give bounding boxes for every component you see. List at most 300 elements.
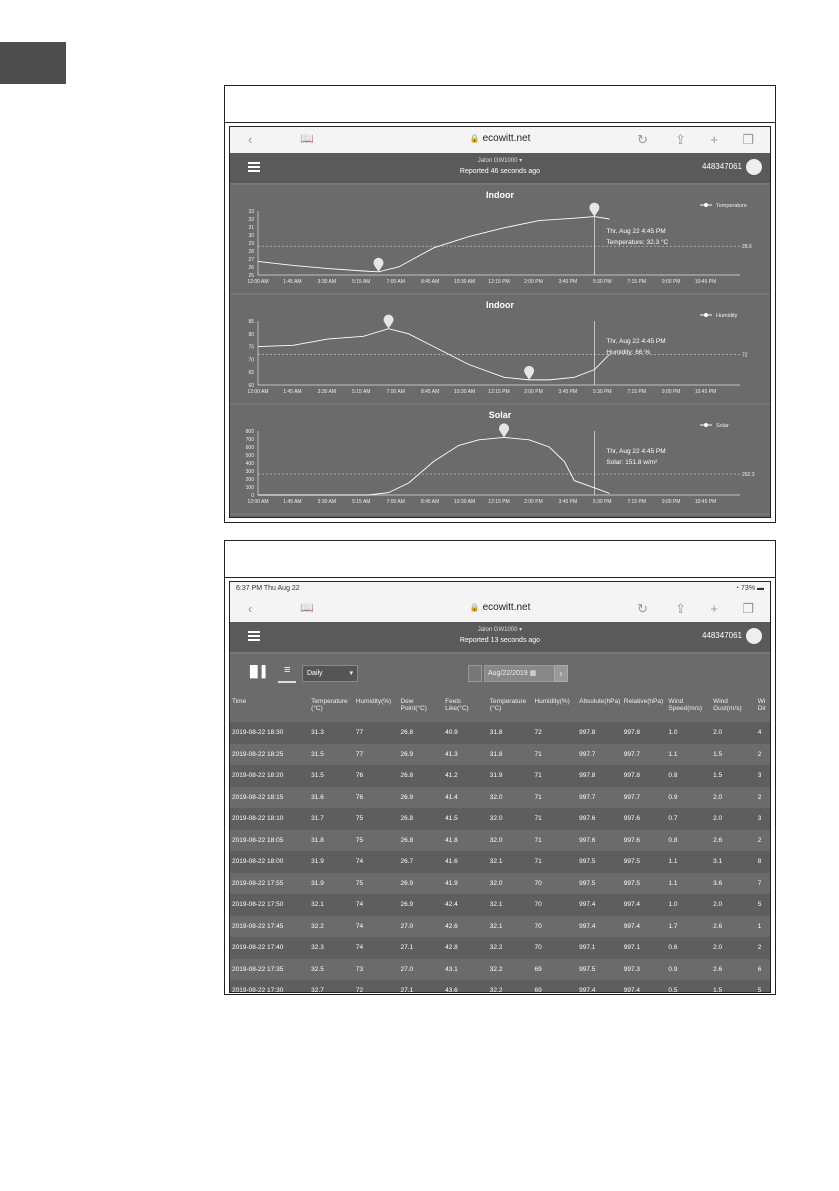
table-row [230, 765, 770, 787]
x-tick-label: 12:00 AM [247, 279, 269, 285]
top-frame [224, 85, 776, 523]
column-header[interactable]: Humidity(%) [355, 698, 392, 705]
x-tick-label: 5:30 PM [592, 389, 612, 395]
table-cell: 2019-08-22 18:10 [232, 815, 284, 823]
table-row [230, 873, 770, 895]
column-header[interactable]: Wi Dir [757, 698, 767, 712]
x-tick-label: 1:45 AM [283, 279, 302, 285]
table-cell: 997.6 [623, 815, 641, 823]
tabs-icon[interactable]: ❐ [742, 132, 754, 147]
table-cell: 2.0 [713, 815, 723, 823]
app-header-2 [230, 622, 770, 654]
date-input[interactable]: Aug/22/2019 ▦ [484, 665, 555, 682]
table-cell: 997.8 [579, 772, 596, 780]
y-tick-label: 30 [248, 233, 254, 239]
series-line [258, 217, 609, 272]
table-cell: 2019-08-22 17:30 [232, 987, 284, 993]
table-cell: 2019-08-22 17:40 [232, 944, 284, 952]
table-cell: 32.0 [489, 836, 503, 844]
x-tick-label: 12:15 PM [488, 279, 510, 285]
column-header[interactable]: Absolute(hPa) [579, 698, 621, 705]
table-row [230, 894, 770, 916]
x-tick-label: 2:00 PM [524, 389, 543, 395]
x-tick-label: 10:30 AM [454, 279, 476, 285]
table-cell: 8 [757, 858, 762, 866]
table-cell: 26.7 [400, 858, 414, 866]
table-row [230, 937, 770, 959]
table-cell: 997.4 [579, 922, 596, 930]
table-cell: 2.6 [713, 836, 723, 844]
x-tick-label: 7:15 PM [627, 389, 647, 395]
table-cell: 2019-08-22 17:45 [232, 922, 284, 930]
table-cell: 42.4 [445, 901, 458, 909]
back-icon[interactable]: ‹ [248, 601, 253, 616]
max-pin-icon[interactable] [384, 315, 394, 329]
x-tick-label: 12:15 PM [488, 499, 510, 505]
table-cell: 32.3 [311, 944, 324, 952]
legend-label[interactable]: Solar [716, 423, 729, 429]
max-pin-icon[interactable] [589, 203, 599, 217]
data-table [230, 696, 770, 993]
chevron-down-icon: ▾ [349, 670, 353, 677]
table-cell: 1.7 [668, 922, 678, 930]
table-cell: 3 [757, 772, 762, 780]
average-label: 28.6 [742, 244, 752, 251]
table-cell: 5 [757, 987, 762, 993]
table-cell: 26.8 [400, 815, 414, 823]
table-cell: 32.0 [489, 879, 503, 887]
table-cell: 31.3 [311, 729, 324, 737]
table-cell: 997.4 [579, 901, 596, 909]
table-cell: 997.4 [623, 922, 641, 930]
table-cell: 2.6 [713, 965, 723, 973]
table-cell: 1 [757, 922, 762, 930]
list-view-icon[interactable]: ≡ [278, 664, 296, 683]
x-tick-label: 8:45 AM [420, 499, 440, 505]
table-cell: 6 [757, 965, 762, 973]
x-tick-label: 10:45 PM [694, 389, 717, 395]
table-cell: 0.8 [668, 836, 678, 844]
corner-tab [0, 42, 66, 84]
table-cell: 2 [757, 750, 762, 758]
x-tick-label: 3:45 PM [558, 279, 578, 285]
x-tick-label: 7:00 AM [386, 389, 405, 395]
x-tick-label: 7:00 AM [386, 279, 405, 285]
table-cell: 997.1 [623, 944, 641, 952]
table-cell: 73 [355, 965, 364, 973]
table-cell: 32.1 [311, 901, 324, 909]
table-cell: 32.1 [489, 901, 503, 909]
table-cell: 997.6 [579, 836, 596, 844]
table-cell: 1.1 [668, 858, 678, 866]
table-row [230, 980, 770, 993]
y-tick-label: 27 [248, 257, 254, 263]
table-cell: 997.3 [623, 965, 641, 973]
table-body [230, 722, 770, 993]
chart-svg [230, 405, 770, 513]
browser-toolbar [230, 127, 770, 153]
x-tick-label: 3:30 AM [317, 389, 337, 395]
graph-view-icon[interactable]: ▐▌▌ [246, 666, 270, 678]
x-tick-label: 12:15 PM [488, 389, 510, 395]
table-cell: 27.1 [400, 944, 414, 952]
y-tick-label: 60 [248, 383, 254, 389]
tooltip-line2: Temperature: 32.3 °C [606, 239, 669, 246]
chart-2 [230, 405, 770, 515]
x-tick-label: 7:00 AM [386, 499, 405, 505]
y-tick-label: 70 [248, 357, 254, 364]
series-line [258, 437, 609, 495]
avatar[interactable] [746, 628, 762, 644]
table-row [230, 916, 770, 938]
y-tick-label: 200 [245, 477, 254, 483]
table-cell: 70 [534, 879, 542, 887]
y-tick-label: 100 [245, 485, 254, 491]
table-cell: 31.5 [311, 750, 324, 758]
table-cell: 71 [534, 772, 542, 780]
url-bar[interactable] [230, 602, 770, 613]
chart-0 [230, 185, 770, 295]
table-cell: 997.8 [579, 729, 596, 737]
table-cell: 0.9 [668, 793, 678, 801]
table-cell: 69 [534, 965, 542, 973]
table-cell: 3.1 [713, 858, 723, 866]
table-cell: 27.0 [400, 965, 414, 973]
new-tab-icon[interactable]: + [710, 601, 718, 616]
table-cell: 1.0 [668, 901, 678, 909]
table-cell: 2019-08-22 18:30 [232, 729, 284, 737]
bottom-caption-bar [225, 541, 775, 578]
table-cell: 31.9 [489, 772, 503, 780]
min-pin-icon[interactable] [374, 258, 384, 272]
column-header[interactable]: Feels Like(°C) [445, 698, 469, 712]
table-cell: 71 [534, 815, 542, 823]
x-tick-label: 5:30 PM [592, 279, 612, 285]
table-cell: 2 [757, 793, 762, 801]
column-header[interactable]: Humidity(%) [534, 698, 570, 705]
account-id: 448347061 [701, 631, 742, 640]
table-cell: 32.2 [311, 922, 324, 930]
table-cell: 71 [534, 836, 542, 844]
reload-icon[interactable]: ↻ [637, 132, 648, 147]
table-cell: 997.1 [579, 944, 596, 952]
table-cell: 31.8 [311, 836, 324, 844]
table-cell: 2.0 [713, 901, 723, 909]
table-cell: 43.1 [445, 965, 458, 973]
table-cell: 997.4 [579, 987, 596, 993]
table-cell: 32.7 [311, 987, 324, 993]
y-tick-label: 600 [245, 445, 254, 451]
table-cell: 40.9 [445, 729, 458, 737]
table-cell: 75 [355, 815, 364, 823]
account-id: 448347061 [701, 162, 742, 171]
table-cell: 74 [355, 922, 364, 930]
share-icon[interactable]: ⇪ [675, 601, 686, 616]
table-cell: 31.6 [311, 793, 324, 801]
chart-1 [230, 295, 770, 405]
legend-label[interactable]: Humidity [716, 313, 738, 319]
table-cell: 7 [757, 879, 762, 887]
table-cell: 32.1 [489, 922, 503, 930]
table-cell: 997.7 [579, 750, 596, 758]
table-cell: 70 [534, 922, 542, 930]
x-tick-label: 12:00 AM [247, 389, 269, 395]
table-cell: 2019-08-22 18:15 [232, 793, 284, 801]
table-cell: 2 [757, 944, 762, 952]
app-header [230, 153, 770, 185]
legend-label[interactable]: Temperature [716, 203, 747, 209]
table-header-row [230, 696, 770, 722]
period-select[interactable]: Daily ▾ [302, 665, 358, 682]
lock-icon: 🔒 [469, 603, 480, 612]
x-tick-label: 9:00 PM [661, 279, 681, 285]
x-tick-label: 10:45 PM [694, 499, 717, 505]
back-icon[interactable]: ‹ [248, 132, 253, 147]
prev-date-button[interactable] [468, 665, 482, 682]
table-cell: 997.5 [623, 858, 641, 866]
table-cell: 2.0 [713, 944, 723, 952]
chart-title: Indoor [486, 190, 514, 200]
table-cell: 71 [534, 793, 542, 801]
table-row [230, 744, 770, 766]
browser-toolbar-2 [230, 596, 770, 622]
table-cell: 2019-08-22 18:05 [232, 836, 284, 844]
table-cell: 3.6 [713, 879, 723, 887]
table-cell: 76 [355, 793, 364, 801]
table-cell: 32.2 [489, 987, 503, 993]
table-cell: 997.5 [579, 965, 596, 973]
station-selector[interactable]: Jalon GW1000 ▾ [477, 158, 523, 164]
table-cell: 997.7 [623, 793, 641, 801]
next-date-button[interactable]: › [554, 665, 568, 682]
top-caption-bar [225, 86, 775, 123]
x-tick-label: 12:00 AM [247, 499, 269, 505]
column-header[interactable]: Temperature (°C) [489, 698, 527, 712]
table-cell: 74 [355, 944, 364, 952]
x-tick-label: 9:00 PM [661, 389, 681, 395]
table-cell: 5 [757, 901, 762, 909]
x-tick-label: 10:30 AM [454, 389, 476, 395]
charts-area [230, 185, 770, 515]
x-tick-label: 5:30 PM [592, 499, 612, 505]
x-tick-label: 5:15 AM [352, 389, 371, 395]
x-tick-label: 7:15 PM [627, 279, 647, 285]
table-cell: 1.1 [668, 750, 678, 758]
y-tick-label: 800 [245, 429, 254, 435]
table-row [230, 830, 770, 852]
table-cell: 2019-08-22 17:55 [232, 879, 284, 887]
tooltip-line1: Thr, Aug 22 4:45 PM [606, 448, 666, 455]
lock-icon: 🔒 [469, 134, 480, 143]
tooltip-line2: Solar: 151.8 w/m² [606, 459, 658, 466]
y-tick-label: 85 [248, 319, 254, 325]
reported-text: Reported 13 seconds ago [459, 637, 541, 644]
table-cell: 997.7 [623, 750, 641, 758]
table-cell: 32.5 [311, 965, 324, 973]
share-icon[interactable]: ⇪ [675, 132, 686, 147]
column-header[interactable]: Wind Gust(m/s) [713, 698, 742, 712]
y-tick-label: 31 [248, 225, 254, 231]
x-tick-label: 3:45 PM [558, 499, 578, 505]
table-cell: 70 [534, 944, 542, 952]
table-cell: 0.9 [668, 965, 678, 973]
table-cell: 77 [355, 729, 364, 737]
y-tick-label: 500 [245, 453, 254, 459]
table-cell: 26.8 [400, 729, 414, 737]
table-cell: 0.6 [668, 944, 678, 952]
table-cell: 997.5 [579, 879, 596, 887]
table-row [230, 959, 770, 981]
table-cell: 997.6 [579, 815, 596, 823]
table-cell: 1.1 [668, 879, 678, 887]
table-cell: 42.6 [445, 922, 458, 930]
column-header[interactable]: Temperature (°C) [311, 698, 348, 712]
y-tick-label: 80 [248, 331, 254, 338]
x-tick-label: 7:15 PM [627, 499, 647, 505]
chart-title: Solar [488, 410, 512, 420]
x-tick-label: 2:00 PM [524, 279, 543, 285]
table-cell: 2019-08-22 18:00 [232, 858, 284, 866]
battery-status: ◔ 73% ▬ [734, 585, 764, 592]
table-cell: 26.9 [400, 750, 414, 758]
reload-icon[interactable]: ↻ [637, 601, 648, 616]
table-cell: 31.8 [489, 729, 503, 737]
status-bar [230, 582, 770, 596]
table-cell: 31.9 [311, 858, 324, 866]
x-tick-label: 10:45 PM [694, 279, 717, 285]
station-selector[interactable]: Jalon GW1000 ▾ [477, 627, 523, 633]
table-cell: 3 [757, 815, 762, 823]
table-cell: 74 [355, 858, 364, 866]
x-tick-label: 10:30 AM [454, 499, 476, 505]
table-row [230, 787, 770, 809]
x-tick-label: 3:30 AM [317, 499, 337, 505]
table-cell: 1.0 [668, 729, 678, 737]
url-bar[interactable] [230, 133, 770, 144]
table-cell: 32.0 [489, 815, 503, 823]
tooltip-line2: Humidity: 66 % [606, 349, 651, 356]
table-cell: 2019-08-22 17:35 [232, 965, 284, 973]
table-cell: 2019-08-22 17:50 [232, 901, 284, 909]
x-tick-label: 9:00 PM [661, 499, 681, 505]
y-tick-label: 28 [248, 249, 254, 255]
table-cell: 997.8 [623, 729, 641, 737]
bottom-frame [224, 540, 776, 995]
table-cell: 32.0 [489, 793, 503, 801]
avatar[interactable] [746, 159, 762, 175]
table-cell: 41.3 [445, 750, 458, 758]
bookmarks-icon[interactable]: 📖 [300, 602, 314, 614]
table-cell: 70 [534, 901, 542, 909]
table-cell: 32.1 [489, 858, 503, 866]
y-tick-label: 65 [248, 370, 254, 377]
tooltip-line1: Thr, Aug 22 4:45 PM [606, 338, 666, 345]
table-cell: 41.2 [445, 772, 458, 780]
x-tick-label: 8:45 AM [420, 389, 440, 395]
table-cell: 31.5 [311, 772, 324, 780]
x-tick-label: 3:30 AM [317, 279, 337, 285]
new-tab-icon[interactable]: + [710, 132, 718, 147]
column-header[interactable]: Time [232, 698, 247, 705]
y-tick-label: 400 [245, 461, 254, 467]
table-cell: 41.8 [445, 836, 458, 844]
max-pin-icon[interactable] [499, 423, 509, 437]
table-cell: 72 [355, 987, 364, 993]
table-cell: 997.4 [623, 901, 641, 909]
table-cell: 0.7 [668, 815, 678, 823]
min-pin-icon[interactable] [524, 366, 534, 380]
table-cell: 27.1 [400, 987, 414, 993]
table-cell: 71 [534, 750, 542, 758]
table-cell: 2 [757, 836, 762, 844]
chart-svg [230, 185, 770, 293]
table-cell: 997.8 [623, 772, 641, 780]
x-tick-label: 1:45 AM [283, 499, 302, 505]
table-cell: 26.9 [400, 901, 414, 909]
table-row [230, 722, 770, 744]
table-cell: 26.8 [400, 836, 414, 844]
table-cell: 41.5 [445, 815, 458, 823]
table-cell: 43.6 [445, 987, 458, 993]
y-tick-label: 0 [251, 493, 254, 499]
table-cell: 997.7 [579, 793, 596, 801]
table-cell: 75 [355, 879, 364, 887]
table-cell: 2.0 [713, 729, 723, 737]
table-cell: 2.0 [713, 793, 723, 801]
table-cell: 32.2 [489, 965, 503, 973]
column-header[interactable]: Dew Point(°C) [400, 698, 427, 712]
column-header[interactable]: Wind Speed(m/s) [668, 698, 703, 712]
bookmarks-icon[interactable]: 📖 [300, 133, 314, 145]
table-cell: 71 [534, 858, 542, 866]
chart-svg [230, 295, 770, 403]
x-tick-label: 3:45 PM [558, 389, 578, 395]
tooltip-line1: Thr, Aug 22 4:45 PM [606, 228, 666, 235]
table-cell: 31.7 [311, 815, 324, 823]
top-screen [229, 126, 771, 518]
table-cell: 997.4 [623, 987, 641, 993]
table-cell: 74 [355, 901, 364, 909]
wifi-icon: ◔ [734, 585, 740, 592]
table-cell: 75 [355, 836, 364, 844]
tabs-icon[interactable]: ❐ [742, 601, 754, 616]
bottom-screen [229, 581, 771, 993]
x-tick-label: 2:00 PM [524, 499, 543, 505]
table-cell: 41.9 [445, 879, 458, 887]
table-cell: 26.8 [400, 772, 414, 780]
x-tick-label: 5:15 AM [352, 499, 371, 505]
y-tick-label: 700 [245, 437, 254, 443]
table-cell: 76 [355, 772, 364, 780]
table-row [230, 851, 770, 873]
table-cell: 72 [534, 729, 542, 737]
y-tick-label: 32 [248, 217, 254, 223]
reported-text: Reported 46 seconds ago [459, 168, 541, 175]
table-cell: 0.8 [668, 772, 678, 780]
x-tick-label: 1:45 AM [283, 389, 302, 395]
y-tick-label: 33 [248, 209, 254, 215]
table-cell: 69 [534, 987, 542, 993]
table-cell: 2019-08-22 18:20 [232, 772, 284, 780]
column-header[interactable]: Relative(hPa) [623, 698, 664, 705]
table-cell: 31.9 [311, 879, 324, 887]
table-controls [230, 654, 770, 696]
table-row [230, 808, 770, 830]
table-cell: 26.9 [400, 879, 414, 887]
status-time: 6:37 PM Thu Aug 22 [236, 585, 300, 592]
table-cell: 997.6 [623, 836, 641, 844]
table-cell: 27.0 [400, 922, 414, 930]
